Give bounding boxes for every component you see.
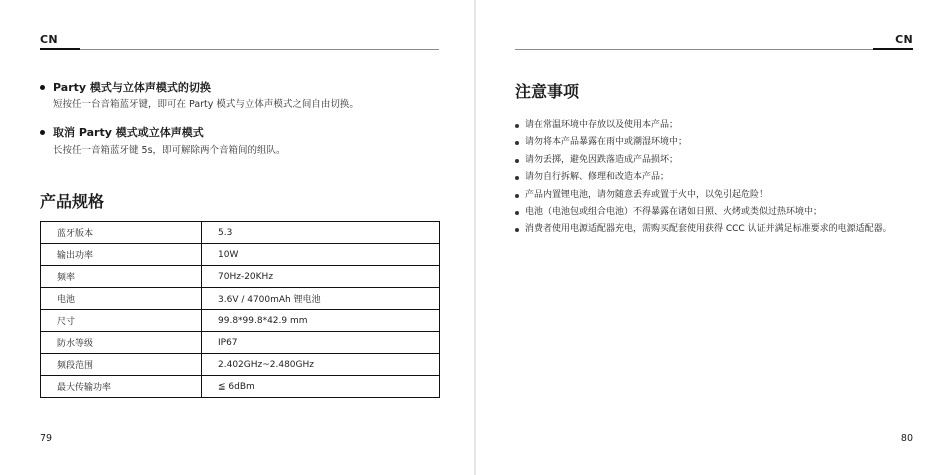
- bullet-dot: [515, 176, 519, 180]
- table-row: [41, 266, 440, 288]
- spec-value: 5.3: [202, 222, 440, 244]
- spec-value: 3.6V / 4700mAh 锂电池: [202, 288, 440, 310]
- page-number: 80: [900, 433, 913, 444]
- list-item: 消费者使用电源适配器充电，需购买配套使用获得 CCC 认证并满足标准要求的电源适配器。: [515, 221, 892, 238]
- notes-heading: 注意事项: [515, 82, 580, 101]
- table-row: [41, 376, 440, 398]
- bullet-dot: [40, 85, 45, 90]
- right-page: [476, 0, 950, 475]
- bullet-dot: [515, 159, 519, 163]
- table-row: [41, 288, 440, 310]
- table-row: [41, 332, 440, 354]
- list-item: 请在常温环境中存放以及使用本产品；: [515, 117, 892, 134]
- spec-value: 99.8*99.8*42.9 mm: [202, 310, 440, 332]
- spec-value: 2.402GHz~2.480GHz: [202, 354, 440, 376]
- list-item: 电池（电池包或组合电池）不得暴露在诸如日照、火烤或类似过热环境中；: [515, 204, 892, 221]
- list-item: 请勿丢掷，避免因跌落造成产品损坏；: [515, 152, 892, 169]
- header-rule: [515, 49, 913, 50]
- header-rule-accent: [40, 48, 80, 50]
- list-item: 请勿将本产品暴露在雨中或潮湿环境中；: [515, 134, 892, 151]
- section-desc-party-cancel: 长按任一音箱蓝牙键 5s，即可解除两个音箱间的组队。: [53, 145, 286, 156]
- notes-list: [515, 117, 892, 239]
- language-label: CN: [895, 33, 913, 46]
- spec-table: [40, 221, 440, 398]
- bullet-dot: [515, 228, 519, 232]
- section-title-party-switch: Party 模式与立体声模式的切换: [40, 79, 211, 95]
- table-row: [41, 354, 440, 376]
- spec-label: 防水等级: [41, 332, 202, 354]
- table-row: [41, 244, 440, 266]
- spec-label: 输出功率: [41, 244, 202, 266]
- table-row: [41, 222, 440, 244]
- table-row: [41, 310, 440, 332]
- section-title-party-cancel: 取消 Party 模式或立体声模式: [40, 124, 204, 140]
- bullet-dot: [515, 211, 519, 215]
- bullet-dot: [515, 124, 519, 128]
- spec-value: ≦ 6dBm: [202, 376, 440, 398]
- spec-label: 最大传输功率: [41, 376, 202, 398]
- page-number: 79: [40, 433, 53, 444]
- spec-label: 频段范围: [41, 354, 202, 376]
- bullet-dot: [40, 130, 45, 135]
- section-desc-party-switch: 短按任一台音箱蓝牙键，即可在 Party 模式与立体声模式之间自由切换。: [53, 99, 359, 110]
- spec-heading: 产品规格: [40, 192, 105, 211]
- language-label: CN: [40, 33, 58, 46]
- spec-label: 电池: [41, 288, 202, 310]
- spec-label: 频率: [41, 266, 202, 288]
- header-rule: [40, 49, 439, 50]
- list-item: 请勿自行拆解、修理和改造本产品；: [515, 169, 892, 186]
- spec-value: IP67: [202, 332, 440, 354]
- header-rule-accent: [873, 48, 913, 50]
- bullet-dot: [515, 141, 519, 145]
- spec-value: 10W: [202, 244, 440, 266]
- left-page: [0, 0, 474, 475]
- spec-label: 尺寸: [41, 310, 202, 332]
- bullet-dot: [515, 194, 519, 198]
- list-item: 产品内置锂电池，请勿随意丢弃或置于火中，以免引起危险！: [515, 187, 892, 204]
- spec-label: 蓝牙版本: [41, 222, 202, 244]
- spec-value: 70Hz-20KHz: [202, 266, 440, 288]
